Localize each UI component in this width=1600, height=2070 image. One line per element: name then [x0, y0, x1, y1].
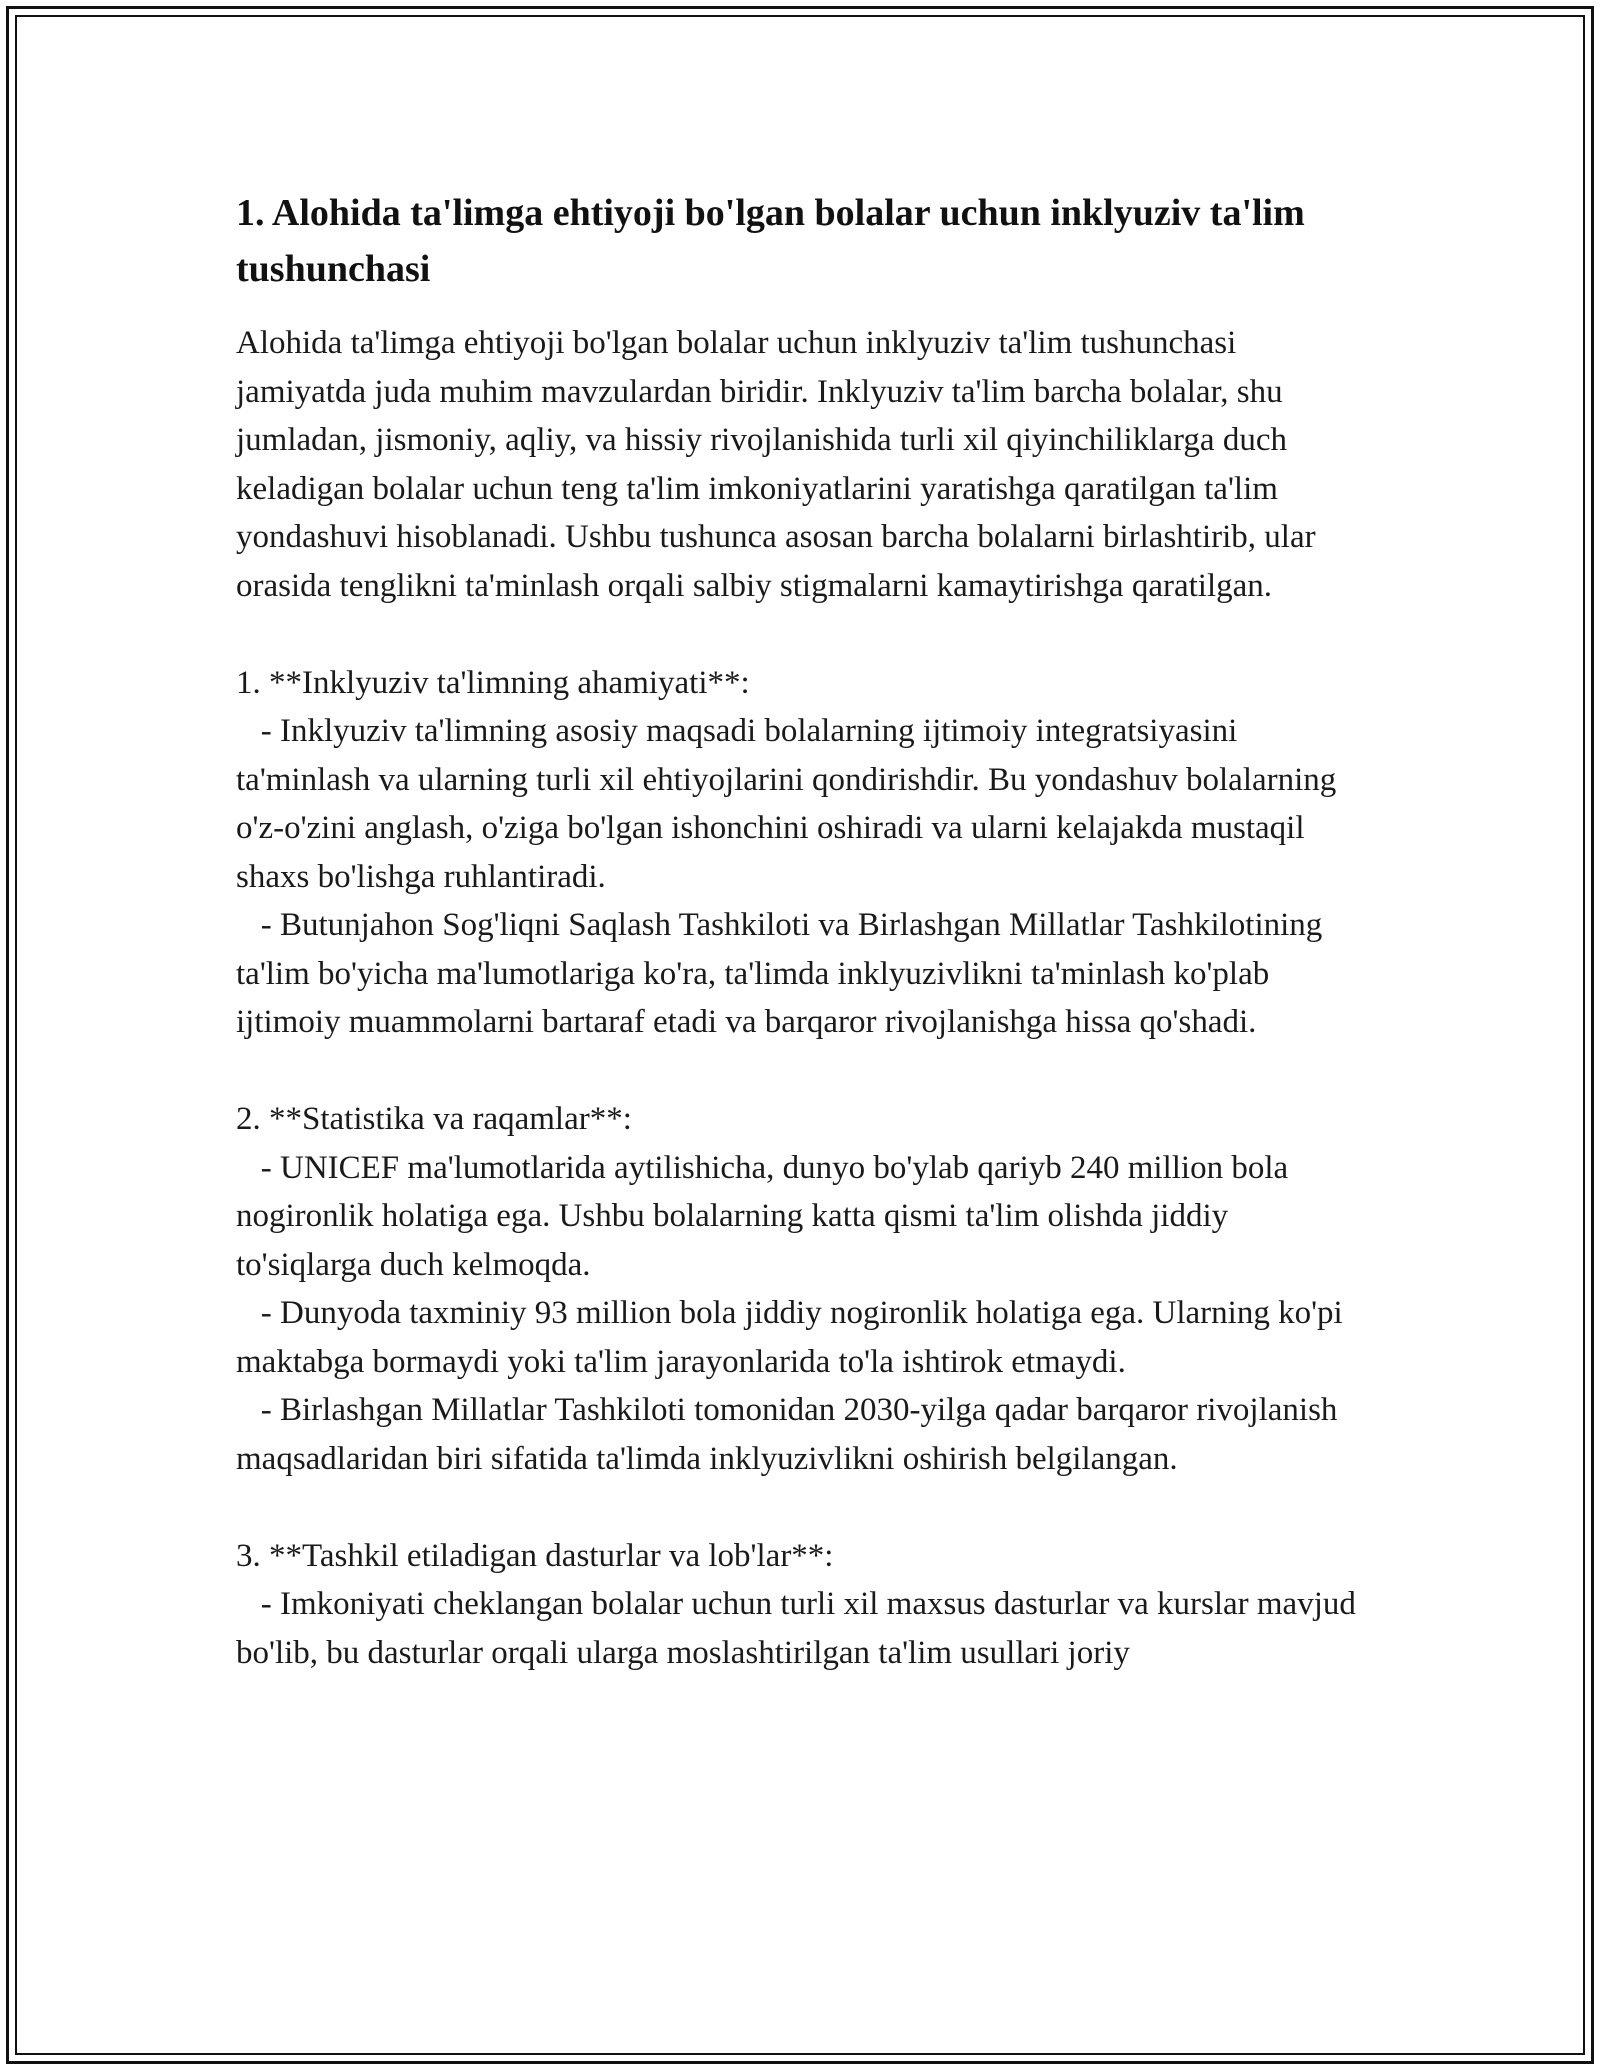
section-programs	[236, 1532, 1371, 1678]
paragraph-spacer	[236, 1047, 1371, 1096]
list-item: - Inklyuziv ta'limning asosiy maqsadi bolalarning ijtimoiy integratsiyasini ta'minlash va ularning turli xil ehtiyojlarini qondirishdir. Bu yondashuv bolalarning o'z-o'zini anglash, o'ziga bo'lgan ishonchini oshiradi va ularni kelajakda mustaqil shaxs bo'lishga ruhlantiradi.	[236, 713, 1345, 895]
list-item: - Butunjahon Sog'liqni Saqlash Tashkiloti va Birlashgan Millatlar Tashkilotining ta'lim bo'yicha ma'lumotlariga ko'ra, ta'limda inklyuzivlikni ta'minlash ko'plab ijtimoiy muammolarni bartaraf etadi va barqaror rivojlanishga hissa qo'shadi.	[236, 907, 1331, 1040]
list-item: - UNICEF ma'lumotlarida aytilishicha, dunyo bo'ylab qariyb 240 million bola nogironlik holatiga ega. Ushbu bolalarning katta qismi ta'lim olishda jiddiy to'siqlarga duch kelmoqda.	[236, 1149, 1297, 1283]
document-title: 1. Alohida ta'limga ehtiyoji bo'lgan bolalar uchun inklyuziv ta'lim tushunchasi	[236, 192, 1305, 290]
list-item: - Imkoniyati cheklangan bolalar uchun turli xil maxsus dasturlar va kurslar mavjud bo'lib, bu dasturlar orqali ularga moslashtirilgan ta'lim usullari joriy	[236, 1586, 1365, 1671]
section-statistics	[236, 1095, 1371, 1483]
document-body	[236, 185, 1371, 1677]
paragraph-spacer	[236, 1483, 1371, 1532]
section-importance	[236, 659, 1371, 1047]
list-item: - Birlashgan Millatlar Tashkiloti tomonidan 2030-yilga qadar barqaror rivojlanish maqsadlaridan biri sifatida ta'limda inklyuzivlikni oshirish belgilangan.	[236, 1392, 1346, 1477]
paragraph-spacer	[236, 610, 1371, 659]
list-item: - Dunyoda taxminiy 93 million bola jiddiy nogironlik holatiga ega. Ularning ko'pi maktabga bormaydi yoki ta'lim jarayonlarida to'la ishtirok etmaydi.	[236, 1295, 1351, 1380]
intro-paragraph: Alohida ta'limga ehtiyoji bo'lgan bolalar uchun inklyuziv ta'lim tushunchasi jamiyatda juda muhim mavzulardan biridir. Inklyuziv ta'lim barcha bolalar, shu jumladan, jismoniy, aqliy, va hissiy rivojlanishida turli xil qiyinchiliklarga duch keladigan bolalar uchun teng ta'lim imkoniyatlarini yaratishga qaratilgan ta'lim yondashuvi hisoblanadi. Ushbu tushunca asosan barcha bolalarni birlashtirib, ular orasida tenglikni ta'minlash orqali salbiy stigmalarni kamaytirishga qaratilgan.	[236, 325, 1324, 604]
section-heading: 3. **Tashkil etiladigan dasturlar va lob'lar**:	[236, 1537, 834, 1574]
section-heading: 1. **Inklyuziv ta'limning ahamiyati**:	[236, 664, 750, 701]
section-heading: 2. **Statistika va raqamlar**:	[236, 1101, 632, 1137]
